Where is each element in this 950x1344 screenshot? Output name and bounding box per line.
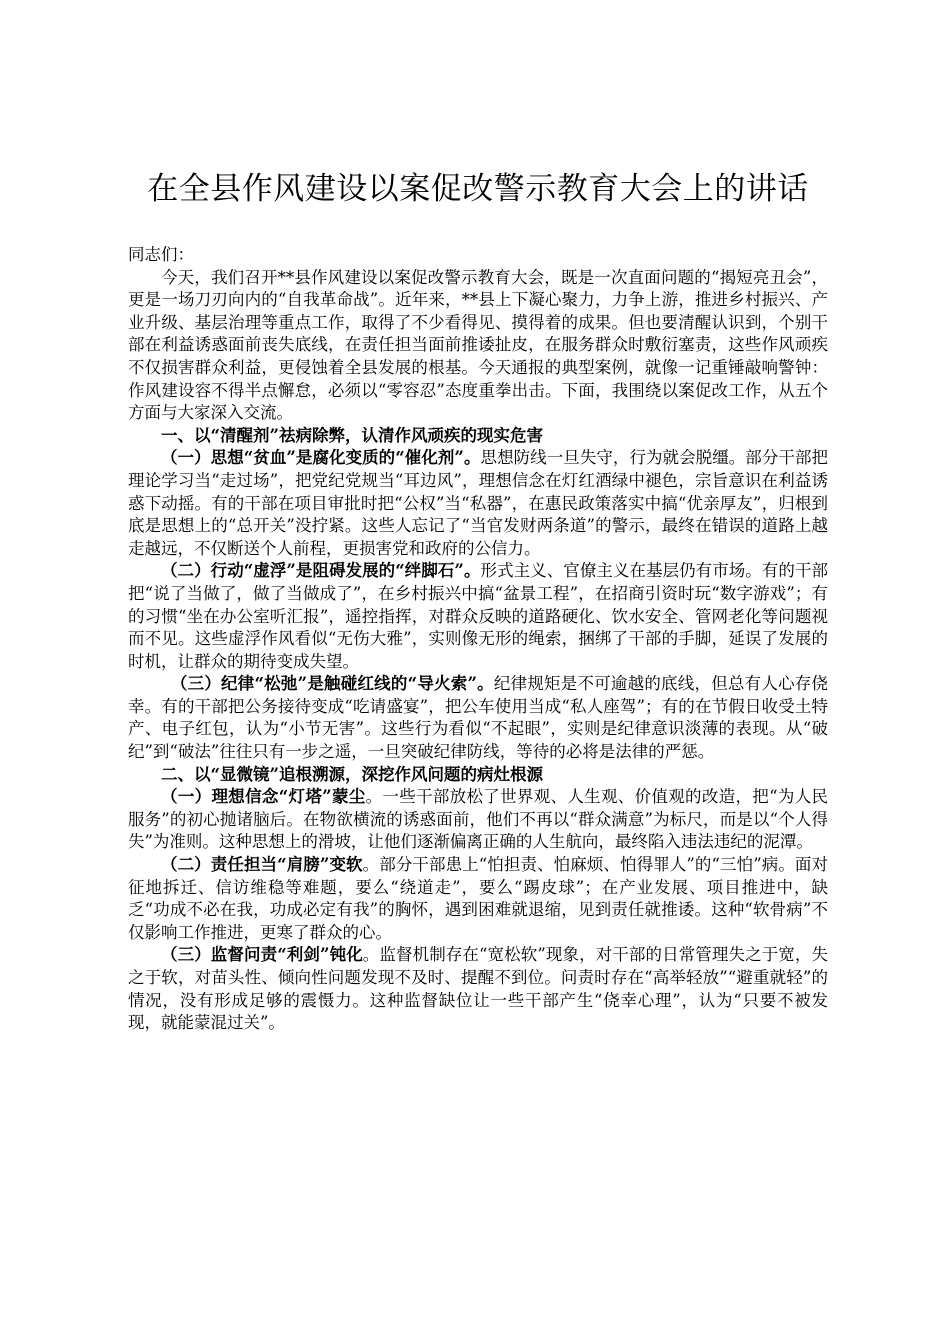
paragraph-lead: （三）监督问责“利剑”钝化 (161, 945, 363, 965)
section-1-paragraph-3 (128, 673, 828, 763)
document-page (128, 168, 828, 1035)
paragraph-text: 纪律规矩是不可逾越的底线，但总有人心存侥幸。有的干部把公务接待变成“吃请盛宴”，把公车使用当成“私人座驾”；有的在节假日收受土特产、电子红包，认为“小节无害”。这些行为看似“不起眼”，实则是纪律意识淡薄的表现。从“破纪”到“破法”往往只有一步之遥，一旦突破纪律防线，等待的必将是法律的严惩。 (128, 674, 828, 762)
paragraph-lead: （二）责任担当“肩膀”变软 (161, 855, 363, 875)
document-title: 在全县作风建设以案促改警示教育大会上的讲话 (147, 171, 809, 207)
section-2-paragraph-3 (128, 944, 828, 1034)
paragraph-text: 形式主义、官僚主义在基层仍有市场。有的干部把“说了当做了，做了当做成了”，在乡村振兴中搞“盆景工程”，在招商引资时玩“数字游戏”；有的习惯“坐在办公室听汇报”，遥控指挥，对群众反映的道路硬化、饮水安全、管网老化等问题视而不见。这些虚浮作风看似“无伤大雅”，实则像无形的绳索，捆绑了干部的手脚，延误了发展的时机，让群众的期待变成失望。 (128, 561, 829, 671)
paragraph-text: 。监督机制存在“宽松软”现象，对干部的日常管理失之于宽，失之于软，对苗头性、倾向性问题发现不及时、提醒不到位。问责时存在“高举轻放”“避重就轻”的情况，没有形成足够的震慑力。这种监督缺位让一些干部产生“侥幸心理”，认为“只要不被发现，就能蒙混过关”。 (128, 945, 828, 1033)
paragraph-lead: （二）行动“虚浮”是阻碍发展的“绊脚石”。 (161, 561, 481, 581)
section-2-heading: 二、以“显微镜”追根溯源，深挖作风问题的病灶根源 (161, 764, 543, 784)
section-1-heading: 一、以“清醒剂”祛病除弊，认清作风顽疾的现实危害 (161, 425, 543, 445)
document-body (128, 244, 828, 1035)
section-1-paragraph-2 (128, 560, 828, 673)
paragraph-lead: （三）纪律“松弛”是触碰红线的“导火索”。 (170, 674, 494, 694)
greeting: 同志们： (128, 245, 194, 264)
section-2-paragraph-1 (128, 786, 828, 854)
paragraph-text: 。一些干部放松了世界观、人生观、价值观的改造，把“为人民服务”的初心抛诸脑后。在物欲横流的诱惑面前，他们不再以“群众满意”为标尺，而是以“个人得失”为准则。这种思想上的滑坡，让他们逐渐偏离正确的人生航向，最终陷入违法违纪的泥潭。 (128, 787, 829, 852)
section-2-paragraph-2 (128, 854, 828, 944)
paragraph-text: 思想防线一旦失守，行为就会脱缰。部分干部把理论学习当“走过场”，把党纪党规当“耳边风”，理想信念在灯红酒绿中褪色，宗旨意识在利益诱惑下动摇。有的干部在项目审批时把“公权”当“私器”，在惠民政策落实中搞“优亲厚友”，归根到底是思想上的“总开关”没拧紧。这些人忘记了“当官发财两条道”的警示，最终在错误的道路上越走越远，不仅断送个人前程，更损害党和政府的公信力。 (128, 448, 829, 558)
paragraph-text: 。部分干部患上“怕担责、怕麻烦、怕得罪人”的“三怕”病。面对征地拆迁、信访维稳等难题，要么“绕道走”，要么“踢皮球”；在产业发展、项目推进中，缺乏“功成不必在我，功成必定有我”的胸怀，遇到困难就退缩，见到责任就推诿。这种“软骨病”不仅影响工作推进，更寒了群众的心。 (128, 855, 828, 942)
paragraph-lead: （一）思想“贫血”是腐化变质的“催化剂”。 (161, 448, 481, 468)
intro-paragraph: 今天，我们召开**县作风建设以案促改警示教育大会，既是一次直面问题的“揭短亮丑会”，更是一场刀刃向内的“自我革命战”。近年来，**县上下凝心聚力，力争上游，推进乡村振兴、产业升级、基层治理等重点工作，取得了不少看得见、摸得着的成果。但也要清醒认识到，个别干部在利益诱惑面前丧失底线，在责任担当面前推诿扯皮，在服务群众时敷衍塞责，这些作风顽疾不仅损害群众利益，更侵蚀着全县发展的根基。今天通报的典型案例，就像一记重锤敲响警钟：作风建设容不得半点懈怠，必须以“零容忍”态度重拳出击。下面，我围绕以案促改工作，从五个方面与大家深入交流。 (128, 267, 828, 423)
paragraph-lead: （一）理想信念“灯塔”蒙尘 (161, 787, 366, 807)
section-1-paragraph-1 (128, 447, 828, 560)
